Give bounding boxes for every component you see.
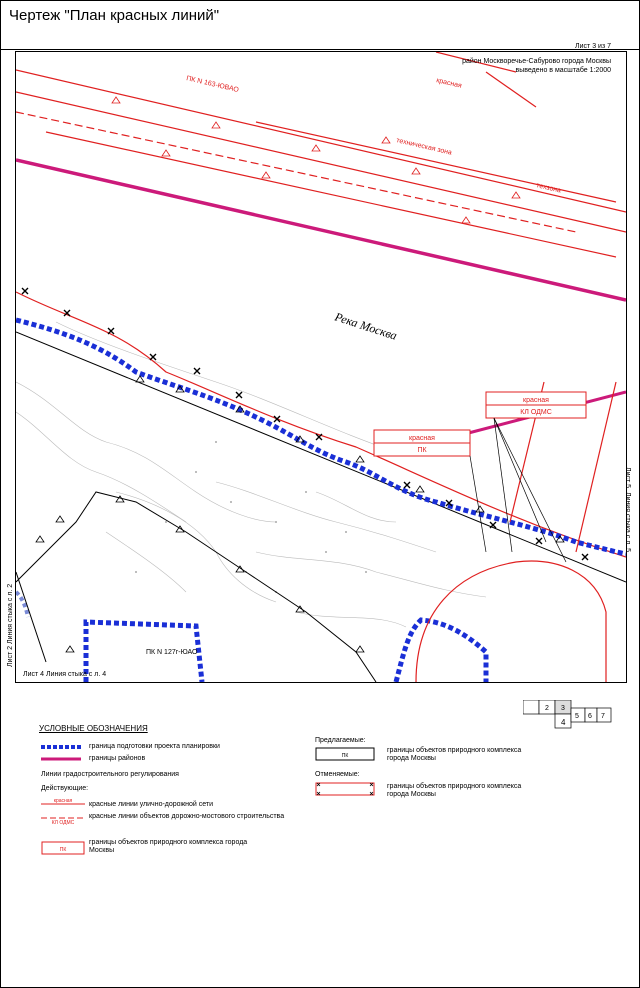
legend-natural-boundary-proposed: границы объектов природного комплекса города Москвы	[387, 747, 522, 762]
legend-natural-existing-sample	[41, 841, 85, 855]
river-label: Река Москва	[333, 309, 399, 343]
legend-natural-boundary: границы объектов природного комплекса города Москвы	[89, 839, 248, 854]
krasnaya-top-label: красная	[435, 77, 463, 90]
svg-text:3: 3	[561, 705, 565, 712]
scale-note: выведено в масштабе 1:2000	[515, 67, 611, 74]
svg-text:6: 6	[588, 713, 592, 720]
left-edge-label: Лист 2 Линия стыка с л. 2	[7, 583, 14, 667]
svg-text:КЛ ОДМС: КЛ ОДМС	[520, 409, 552, 416]
callout-box-2	[374, 430, 470, 456]
planning-boundary-left	[16, 592, 28, 617]
district-info	[462, 57, 611, 75]
legend-district-boundary: границы районов	[89, 755, 146, 762]
red-lines-right	[416, 382, 616, 682]
legend-red-bridge-sample	[41, 811, 85, 825]
planning-boundary-main	[16, 320, 626, 554]
svg-text:красная: красная	[409, 435, 435, 442]
bottom-edge-label: Лист 4 Линия стыка с л. 4	[23, 671, 107, 678]
svg-text:красная: красная	[523, 397, 549, 404]
district-boundary-top	[16, 160, 626, 300]
svg-text:2: 2	[545, 705, 549, 712]
legend-cancelled: Отменяемые:	[315, 771, 360, 778]
pk-127g-left	[16, 572, 46, 662]
legend-blue-line	[41, 743, 81, 751]
sheet-number: Лист 3 из 7	[575, 43, 611, 50]
legend-existing: Действующие:	[41, 785, 89, 792]
black-line	[16, 332, 626, 582]
svg-text:КЛ ОДМС: КЛ ОДМС	[51, 820, 75, 825]
legend-natural-boundary-cancelled: границы объектов природного комплекса города Москвы	[387, 783, 522, 798]
svg-text:7: 7	[601, 713, 605, 720]
map-frame	[15, 51, 627, 683]
legend-proposed: Предлагаемые:	[315, 737, 366, 744]
legend-regulation-lines: Линии градостроительного регулирования	[41, 771, 179, 778]
legend	[1, 685, 639, 987]
legend-magenta-line	[41, 755, 81, 763]
red-line-main	[16, 292, 626, 557]
page-title: Чертеж "План красных линий"	[9, 7, 220, 24]
pk-top-label: ПК N 163-ЮВАО	[185, 75, 240, 94]
svg-text:ПК: ПК	[417, 447, 427, 454]
svg-text:ПК: ПК	[341, 753, 349, 759]
tekhzona-label: техзона	[535, 182, 562, 195]
terrain-dots	[135, 441, 367, 593]
legend-red-street-sample	[41, 797, 85, 811]
pk-bottom-label: ПК N 127г-ЮАО	[146, 649, 198, 656]
svg-text:4: 4	[561, 718, 566, 727]
red-lines-top	[16, 52, 626, 257]
svg-text:ПК: ПК	[59, 847, 67, 853]
legend-red-lines-bridge: красные линии объектов дорожно-мостового строительства	[89, 813, 285, 820]
legend-natural-proposed-sample	[315, 747, 375, 761]
legend-natural-cancelled-sample	[315, 781, 375, 797]
svg-text:красная: красная	[53, 798, 73, 804]
terrain-hatching	[16, 322, 486, 627]
planning-boundary-right	[396, 620, 486, 682]
map-canvas[interactable]	[16, 52, 626, 682]
legend-header: УСЛОВНЫЕ ОБОЗНАЧЕНИЯ	[39, 724, 148, 733]
legend-red-lines-street: красные линии улично-дорожной сети	[89, 801, 214, 808]
black-triangles	[36, 376, 564, 652]
right-edge-label: Лист 5. Линия стыка с л. 5	[624, 467, 631, 553]
svg-text:5: 5	[575, 713, 579, 720]
legend-planning-boundary: граница подготовки проекта планировки	[89, 743, 220, 750]
callout-box-1	[486, 392, 586, 418]
title-divider	[1, 49, 639, 50]
tech-zone-label: техническая зона	[395, 137, 453, 157]
district-name: район Москворечье-Сабурово города Москвы	[462, 58, 611, 65]
